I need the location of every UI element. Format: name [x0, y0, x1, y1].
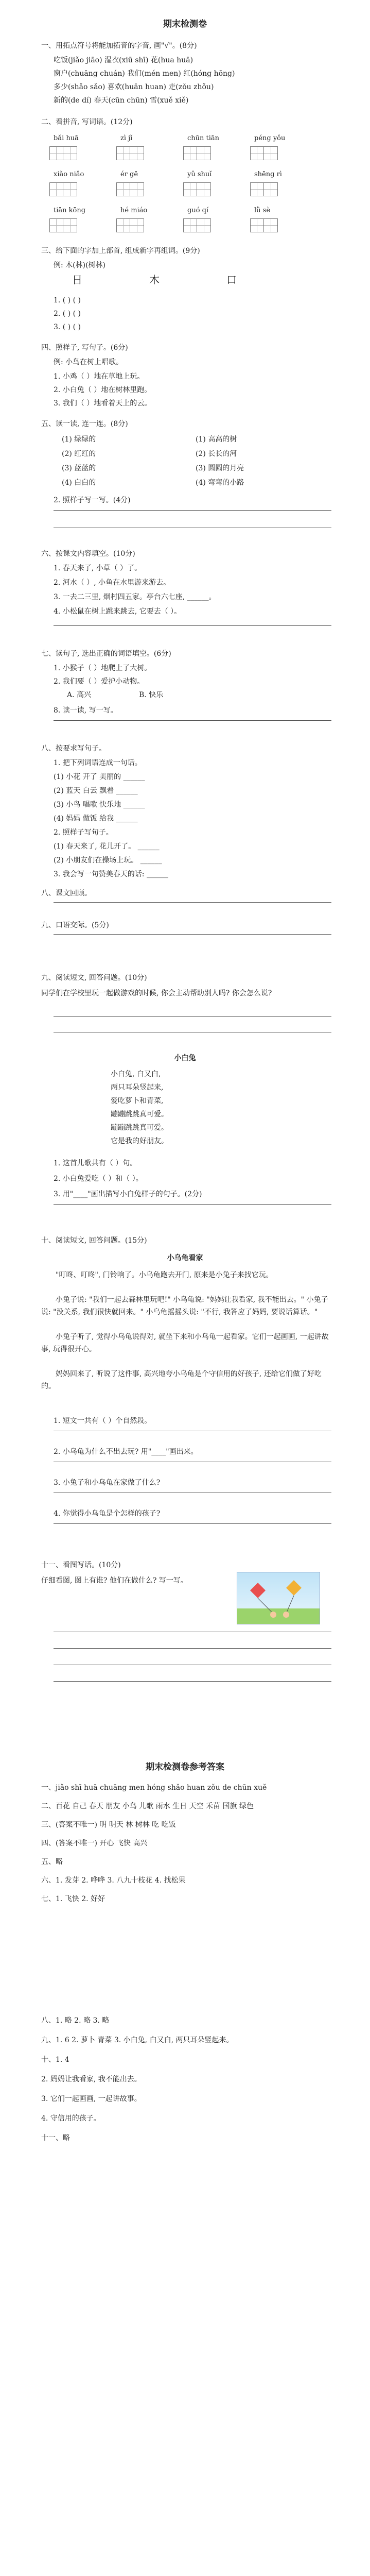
q10-story-title: 小乌龟看家: [167, 1254, 203, 1262]
poem-line: 蹦蹦跳跳真可爱。: [111, 1110, 168, 1118]
q8-line: 2. 照样子写句子。: [54, 828, 113, 837]
writing-boxes[interactable]: [49, 182, 338, 198]
tian-grid-pair[interactable]: [49, 218, 78, 233]
poem-line: 它是我的好朋友。: [111, 1137, 168, 1145]
q7-tail: 8. 读一读, 写一写。: [54, 706, 118, 715]
tian-grid-pair[interactable]: [116, 182, 145, 197]
q5-right: (1) 高高的树: [196, 435, 237, 444]
tian-grid-pair[interactable]: [116, 146, 145, 161]
answer-line: [54, 510, 331, 511]
q3-heading: 三、给下面的字加上部首, 组成新字再组词。(9分): [41, 247, 200, 255]
answer-line: [54, 1648, 331, 1649]
q6-line: 1. 春天来了, 小草（ ）了。: [54, 564, 142, 572]
answer-line: [54, 625, 331, 626]
answer-line: [54, 1016, 331, 1017]
q1-line: 窗户(chuāng chuán) 我们(mén men) 红(hóng hōng): [54, 70, 235, 78]
q6-line: 3. 一去二三里, 烟村四五家。亭台六七座, ______。: [54, 593, 216, 601]
q4-line: 1. 小鸡（ ）地在草地上玩。: [54, 372, 145, 381]
answer-more-text: 4. 守信用的孩子。: [41, 2114, 101, 2123]
q3-item: 日: [72, 274, 82, 286]
pinyin-row: [49, 205, 338, 216]
q10-question: 1. 短文一共有（ ）个自然段。: [54, 1417, 152, 1425]
answer-more-text: 十、1. 4: [41, 2056, 69, 2064]
answer-line: [54, 1681, 331, 1682]
q5-heading: 五、读一读, 连一连。(8分): [41, 420, 128, 428]
q1-line: 多少(shǎo sǎo) 喜欢(huān huan) 走(zǒu zhǒu): [54, 83, 214, 91]
q7-option: B. 快乐: [139, 691, 164, 699]
pinyin-cell: chūn tiān: [187, 134, 220, 142]
poem-line: 爱吃萝卜和青菜,: [111, 1097, 164, 1105]
answer-line-text: 五、略: [41, 1858, 63, 1866]
q9-heading: 九、阅读短文, 回答问题。(10分): [41, 974, 147, 982]
q8-sub: 八、课文回顾。: [41, 889, 92, 897]
picture-kites-icon: [237, 1572, 320, 1624]
pinyin-cell: zì jǐ: [120, 134, 133, 142]
story-paragraph: 小兔子说: "我们一起去森林里玩吧!" 小乌龟说: "妈妈让我看家, 我不能出去。" 小兔子说: "没关系, 我们很快就回来。" 小乌龟摇摇头说: "不行, 我答应了妈妈, 要说话算话。": [41, 1296, 328, 1316]
story-paragraph: 妈妈回来了, 听说了这件事, 高兴地夸小乌龟是个守信用的好孩子, 还给它们做了好吃的。: [41, 1370, 322, 1391]
story-paragraph: 小兔子听了, 觉得小乌龟说得对, 就坐下来和小乌龟一起看家。它们一起画画, 一起讲故事, 玩得很开心。: [41, 1333, 329, 1353]
q9-poem-title: 小白兔: [174, 1054, 196, 1062]
story-paragraph: "叮咚、叮咚", 门铃响了。小乌龟跑去开门, 原来是小兔子来找它玩。: [56, 1271, 273, 1279]
q8-line: (2) 小朋友们在操场上玩。 ______: [54, 856, 162, 865]
tian-grid-pair[interactable]: [183, 146, 212, 161]
tian-grid-pair[interactable]: [250, 182, 279, 197]
pinyin-cell: yǔ shuǐ: [187, 171, 212, 178]
q4-line: 3. 我们（ ）地看着天上的云。: [54, 399, 152, 408]
tian-grid-pair[interactable]: [116, 218, 145, 233]
q5-right: (2) 长长的河: [196, 450, 237, 458]
q6-line: 2. 河水（ ）, 小鱼在水里游来游去。: [54, 579, 171, 587]
q8-line: (1) 小花 开了 美丽的 ______: [54, 773, 145, 781]
q8-line: 3. 我会写一句赞美春天的话: ______: [54, 870, 168, 878]
q2-heading: 二、看拼音, 写词语。(12分): [41, 118, 133, 126]
q5-left: (3) 蓝蓝的: [62, 464, 96, 472]
q8-sub: 九、口语交际。(5分): [41, 921, 109, 929]
pinyin-cell: hé miáo: [120, 207, 148, 214]
q1-line: 新的(de dí) 春天(cūn chūn) 雪(xuě xiě): [54, 96, 189, 105]
answer-line-text: 一、jiǎo shī huā chuāng men hóng shǎo huan zǒu de chūn xuě: [41, 1784, 267, 1792]
q3-item: 木: [149, 274, 160, 286]
q1-heading: 一、用拓点符号将能加拓音的字音, 画"√"。(8分): [41, 42, 197, 50]
pinyin-cell: xiǎo niǎo: [54, 171, 84, 178]
q5-right: (3) 圆圆的月亮: [196, 464, 244, 472]
pinyin-cell: tiān kōng: [54, 207, 86, 214]
pinyin-cell: ér gē: [120, 171, 138, 178]
q4-line: 2. 小白兔（ ）地在树林里跑。: [54, 386, 152, 394]
answer-line: [54, 934, 331, 935]
q10-question: 2. 小乌龟为什么不出去玩? 用"____"画出来。: [54, 1448, 198, 1456]
poem-line: 小白兔, 白又白,: [111, 1070, 161, 1078]
q8-line: (4) 妈妈 做饭 给我 ______: [54, 815, 138, 823]
q6-heading: 六、按课文内容填空。(10分): [41, 550, 135, 558]
answer-line: [54, 1204, 331, 1205]
q11-prompt: 仔细看图, 图上有谁? 他们在做什么? 写一写。: [41, 1577, 188, 1585]
pinyin-cell: lǜ sè: [254, 207, 271, 214]
q5-left: (2) 红红的: [62, 450, 96, 458]
answer-more-text: 九、1. 6 2. 萝卜 青菜 3. 小白兔, 白又白, 两只耳朵竖起来。: [41, 2036, 234, 2044]
q5-tail: 2. 照样子写一写。(4分): [54, 496, 131, 504]
q8-line: 1. 把下列词语连成一句话。: [54, 759, 142, 767]
answer-more-text: 3. 它们一起画画, 一起讲故事。: [41, 2095, 142, 2103]
q4-heading: 四、照样子, 写句子。(6分): [41, 344, 128, 352]
q7-heading: 七、读句子, 选出正确的词语填空。(6分): [41, 650, 171, 658]
answer-line: [54, 902, 331, 903]
tian-grid-pair[interactable]: [183, 182, 212, 197]
q9-question: 3. 用"____"画出描写小白兔样子的句子。(2分): [54, 1190, 202, 1198]
q10-heading: 十、阅读短文, 回答问题。(15分): [41, 1236, 147, 1245]
q3-blank: 3. ( ) ( ): [54, 323, 81, 331]
q3-example: 例: 木(林)(树林): [54, 261, 106, 269]
q3-blank: 2. ( ) ( ): [54, 310, 81, 318]
q5-left: (4) 白白的: [62, 479, 96, 487]
q9-intro: 同学们在学校里玩一起做游戏的时候, 你会主动帮助别人吗? 你会怎么说?: [41, 989, 272, 997]
q7-option: A. 高兴: [67, 691, 92, 699]
q3-item: 口: [226, 274, 237, 286]
tian-grid-pair[interactable]: [250, 218, 279, 233]
q8-line: (1) 春天来了, 花儿开了。 ______: [54, 842, 160, 851]
q5-left: (1) 绿绿的: [62, 435, 96, 444]
answer-more-text: 2. 妈妈让我看家, 我不能出去。: [41, 2075, 142, 2083]
answer-line-text: 六、1. 发芽 2. 哗哗 3. 八九十枝花 4. 找松果: [41, 1876, 186, 1885]
exam-title: 期末检测卷: [163, 19, 207, 29]
answer-line-text: 七、1. 飞快 2. 好好: [41, 1895, 105, 1903]
answer-more-text: 十一、略: [41, 2134, 70, 2142]
answer-line-text: 三、(答案不唯一) 明 明天 林 树林 吃 吃饭: [41, 1821, 176, 1829]
q6-line: 4. 小松鼠在树上跳来跳去, 它要去（ ）。: [54, 607, 182, 616]
poem-line: 两只耳朵竖起来,: [111, 1083, 164, 1092]
q10-question: 3. 小兔子和小乌龟在家做了什么?: [54, 1479, 161, 1487]
writing-boxes[interactable]: [49, 146, 338, 162]
q9-question: 2. 小白兔爱吃（ ）和（ ）。: [54, 1175, 143, 1183]
pinyin-row: [49, 169, 338, 180]
q1-line: 吃饭(jiǎo jiāo) 湿衣(xiū shī) 花(hua huā): [54, 56, 193, 64]
q8-line: (2) 蓝天 白云 飘着 ______: [54, 787, 138, 795]
answer-line: [54, 720, 331, 721]
tian-grid-pair[interactable]: [49, 146, 78, 161]
poem-line: 蹦蹦跳跳真可爱。: [111, 1124, 168, 1132]
q9-question: 1. 这首儿歌共有（ ）句。: [54, 1159, 137, 1167]
answer-line: [54, 1523, 331, 1524]
q8-line: (3) 小鸟 唱歌 快乐地 ______: [54, 801, 145, 809]
tian-grid-pair[interactable]: [49, 182, 78, 197]
answer-more-text: 八、1. 略 2. 略 3. 略: [41, 2016, 110, 2025]
q10-question: 4. 你觉得小乌龟是个怎样的孩子?: [54, 1510, 161, 1518]
pinyin-cell: bǎi huā: [54, 134, 79, 142]
answer-line-text: 四、(答案不唯一) 开心 飞快 高兴: [41, 1839, 148, 1848]
q8-heading: 八、按要求写句子。: [41, 744, 106, 753]
q3-blank: 1. ( ) ( ): [54, 296, 81, 304]
pinyin-cell: péng yǒu: [254, 134, 286, 142]
pinyin-cell: guó qí: [187, 207, 209, 214]
q11-heading: 十一、看图写话。(10分): [41, 1561, 121, 1569]
tian-grid-pair[interactable]: [250, 146, 279, 161]
q7-line: 2. 我们要（ ）爱护小动物。: [54, 677, 145, 686]
pinyin-cell: shēng rì: [254, 171, 282, 178]
q7-line: 1. 小猴子（ ）地爬上了大树。: [54, 664, 152, 672]
writing-boxes[interactable]: [49, 218, 338, 234]
answer-line-text: 二、百花 自己 春天 朋友 小鸟 儿歌 雨水 生日 天空 禾苗 国旗 绿色: [41, 1802, 254, 1810]
q4-example: 例: 小鸟在树上唱歌。: [54, 358, 124, 366]
answers-title: 期末检测卷参考答案: [146, 1762, 224, 1772]
pinyin-row: [49, 133, 338, 144]
q5-right: (4) 弯弯的小路: [196, 479, 244, 487]
tian-grid-pair[interactable]: [183, 218, 212, 233]
